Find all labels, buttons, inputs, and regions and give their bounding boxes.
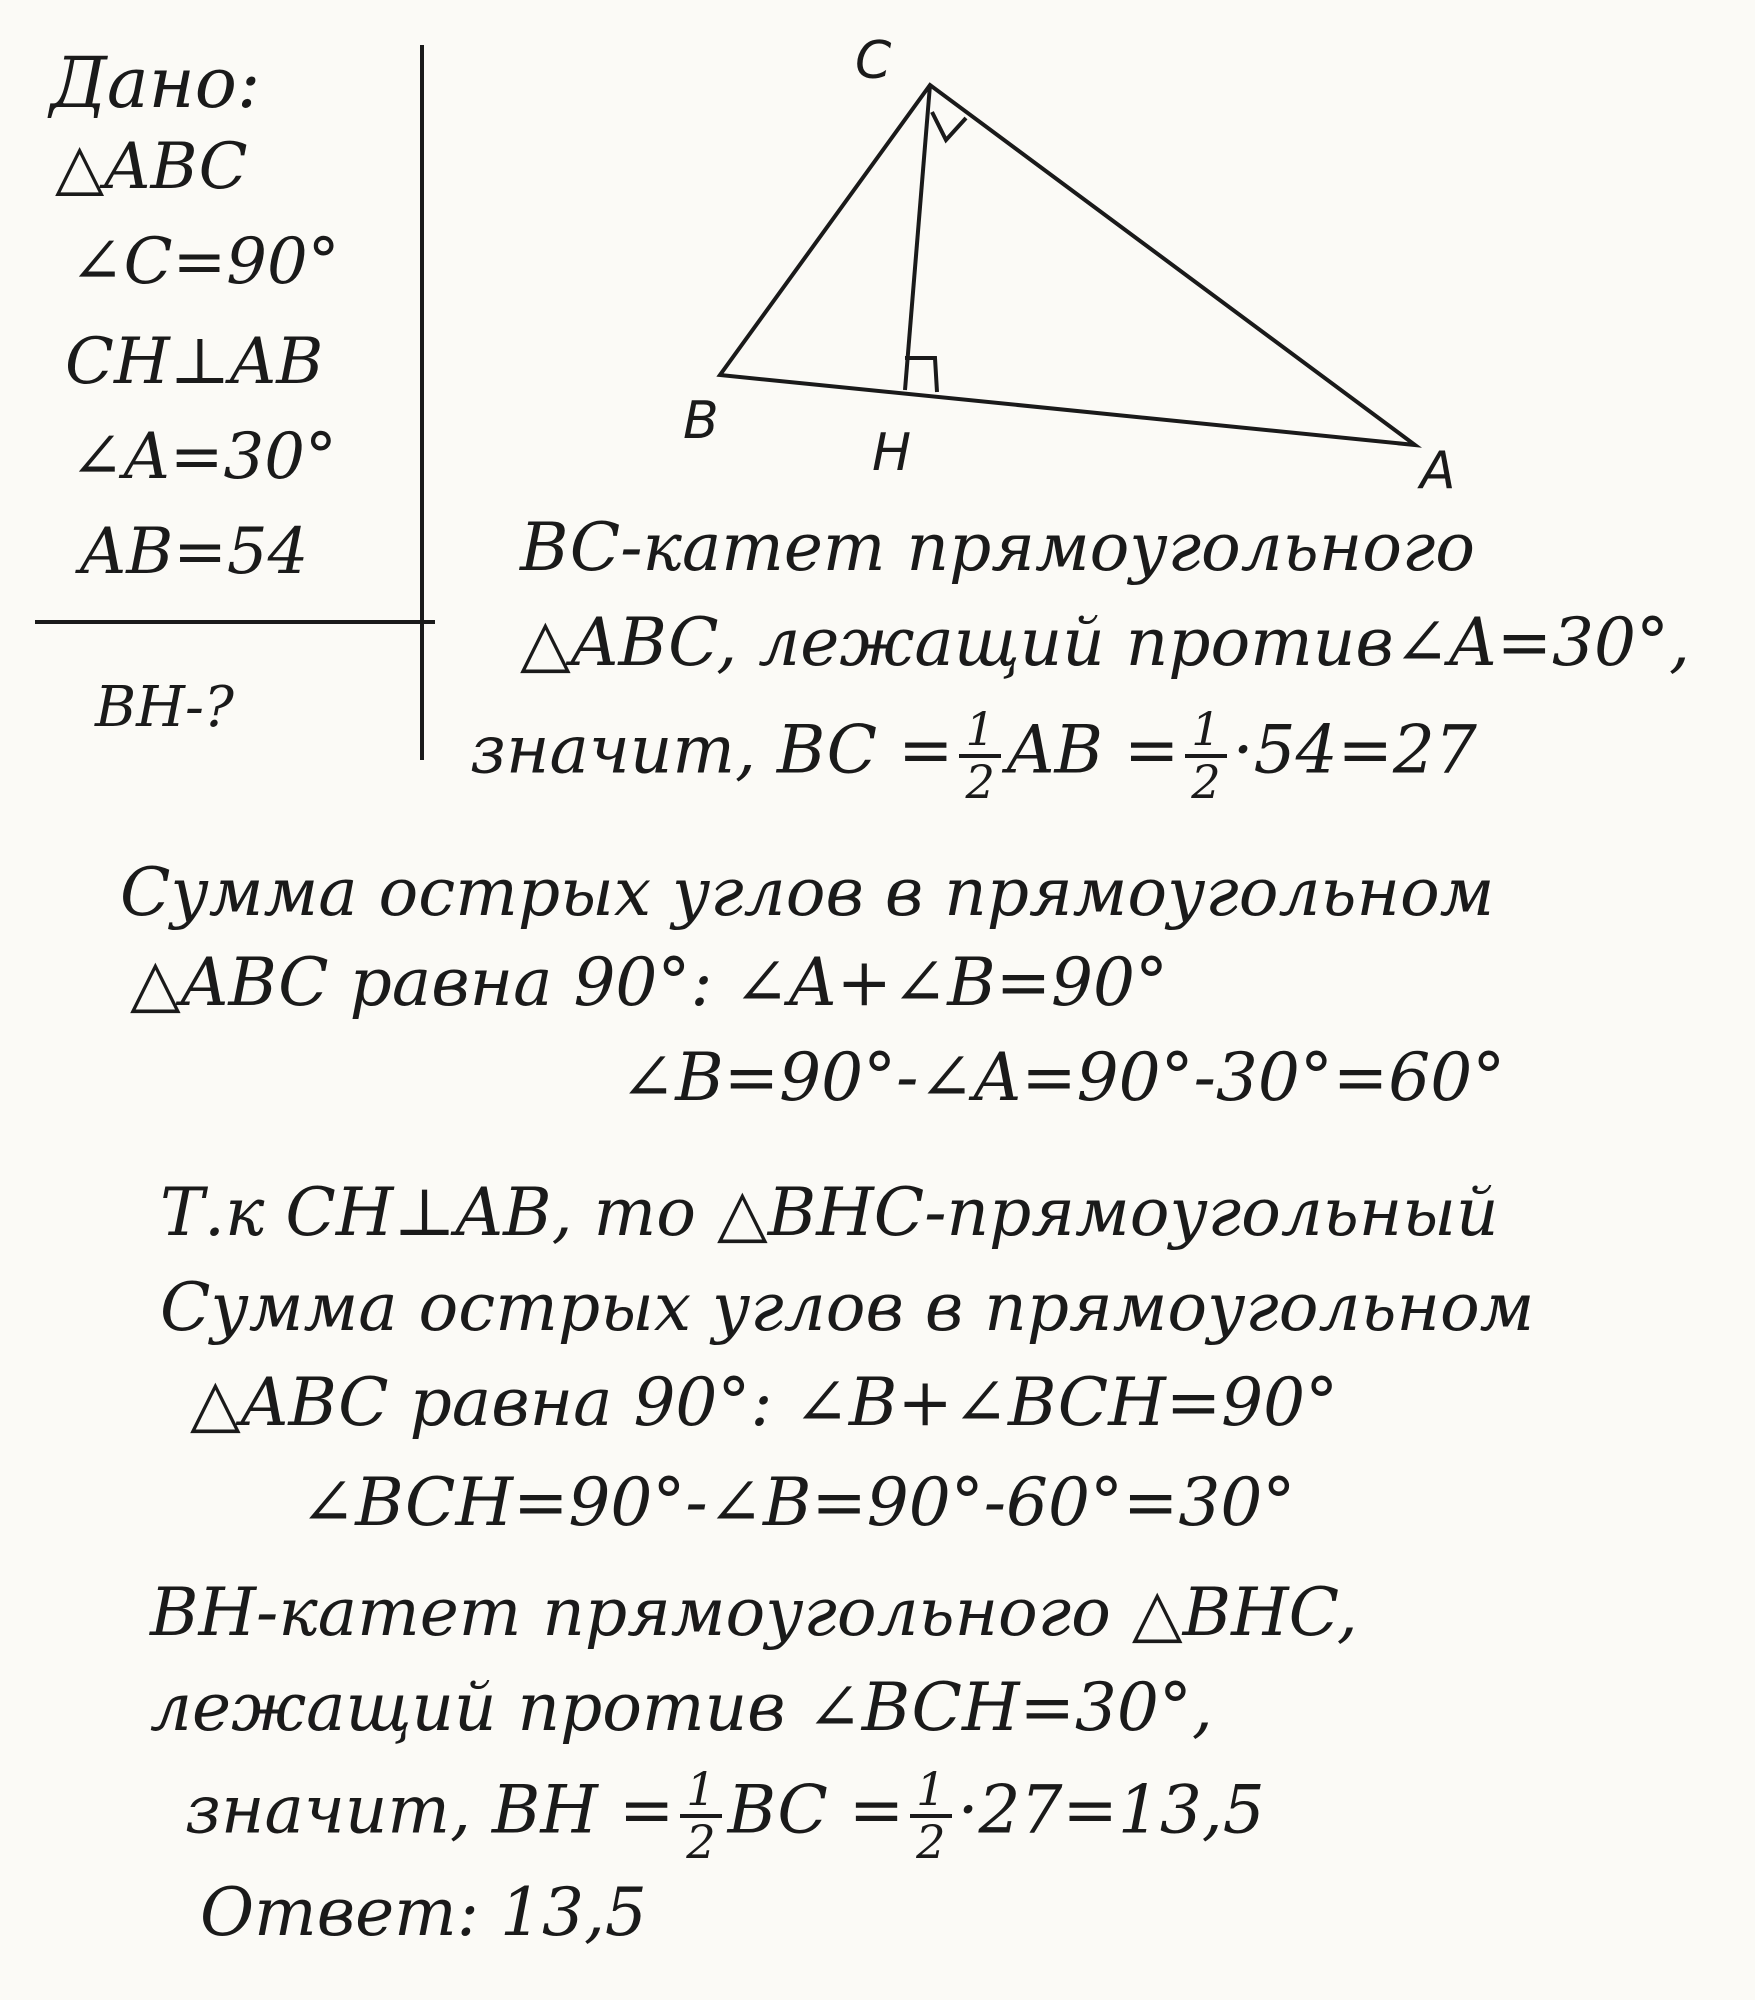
p1-line3-end: ·54=27: [1232, 711, 1477, 789]
fraction-den: 2: [965, 754, 995, 809]
given-line-ab: AB=54: [80, 515, 309, 589]
fraction-den: 2: [1191, 754, 1221, 809]
given-heading: Дано:: [50, 42, 261, 124]
fraction-half-1: [959, 702, 1000, 809]
p4-line1: BH-катет прямоугольного △BHC,: [150, 1574, 1358, 1651]
fraction-num: 1: [1185, 705, 1226, 758]
fraction-half-4: [910, 1762, 951, 1869]
p1-line2: △ABC, лежащий против∠A=30°,: [520, 604, 1690, 681]
given-line-triangle: △ABC: [55, 130, 248, 204]
p2-line1: Сумма острых углов в прямоугольном: [120, 854, 1495, 931]
given-line-angle-a: ∠A=30°: [70, 420, 337, 494]
p4-line3-mid: BC =: [727, 1771, 905, 1849]
find-line: BH-?: [95, 675, 234, 740]
p3-line1: Т.к CH⊥AB, то △BHC-прямоугольный: [160, 1174, 1499, 1251]
p3-line2: Сумма острых углов в прямоугольном: [160, 1269, 1535, 1346]
answer-line: Ответ: 13,5: [200, 1874, 647, 1951]
p4-line2: лежащий против ∠BCH=30°,: [150, 1669, 1213, 1746]
triangle-abc: [720, 85, 1415, 445]
p2-line2: △ABC равна 90°: ∠A+∠B=90°: [130, 944, 1168, 1021]
fraction-half-2: [1185, 702, 1226, 809]
p1-line3-mid: AB =: [1006, 711, 1180, 789]
p4-line3: [185, 1762, 1265, 1869]
p3-line4: ∠BCH=90°-∠B=90°-60°=30°: [300, 1464, 1296, 1541]
fraction-num: 1: [910, 1765, 951, 1818]
p1-line3: [470, 702, 1477, 809]
fraction-num: 1: [959, 705, 1000, 758]
fraction-den: 2: [916, 1814, 946, 1869]
p1-line1: BC-катет прямоугольного: [520, 509, 1476, 586]
p4-line3-end: ·27=13,5: [957, 1771, 1265, 1849]
label-a: A: [1420, 441, 1456, 501]
p2-line3: ∠B=90°-∠A=90°-30°=60°: [620, 1039, 1506, 1116]
p4-line3-start: значит, BH =: [185, 1771, 675, 1849]
right-angle-mark-c: [932, 112, 966, 140]
triangle-figure: [0, 0, 1755, 520]
fraction-den: 2: [686, 1814, 716, 1869]
given-divider: [35, 620, 435, 624]
label-h: H: [872, 423, 912, 483]
right-angle-mark-h: [905, 358, 937, 392]
fraction-half-3: [680, 1762, 721, 1869]
fraction-num: 1: [680, 1765, 721, 1818]
p3-line3: △ABC равна 90°: ∠B+∠BCH=90°: [190, 1364, 1339, 1441]
p1-line3-start: значит, BC =: [470, 711, 954, 789]
label-c: C: [855, 31, 892, 91]
label-b: B: [683, 391, 719, 451]
given-line-angle-c: ∠C=90°: [70, 225, 340, 299]
given-line-perpendicular: CH⊥AB: [65, 325, 324, 399]
altitude-ch: [905, 85, 930, 390]
